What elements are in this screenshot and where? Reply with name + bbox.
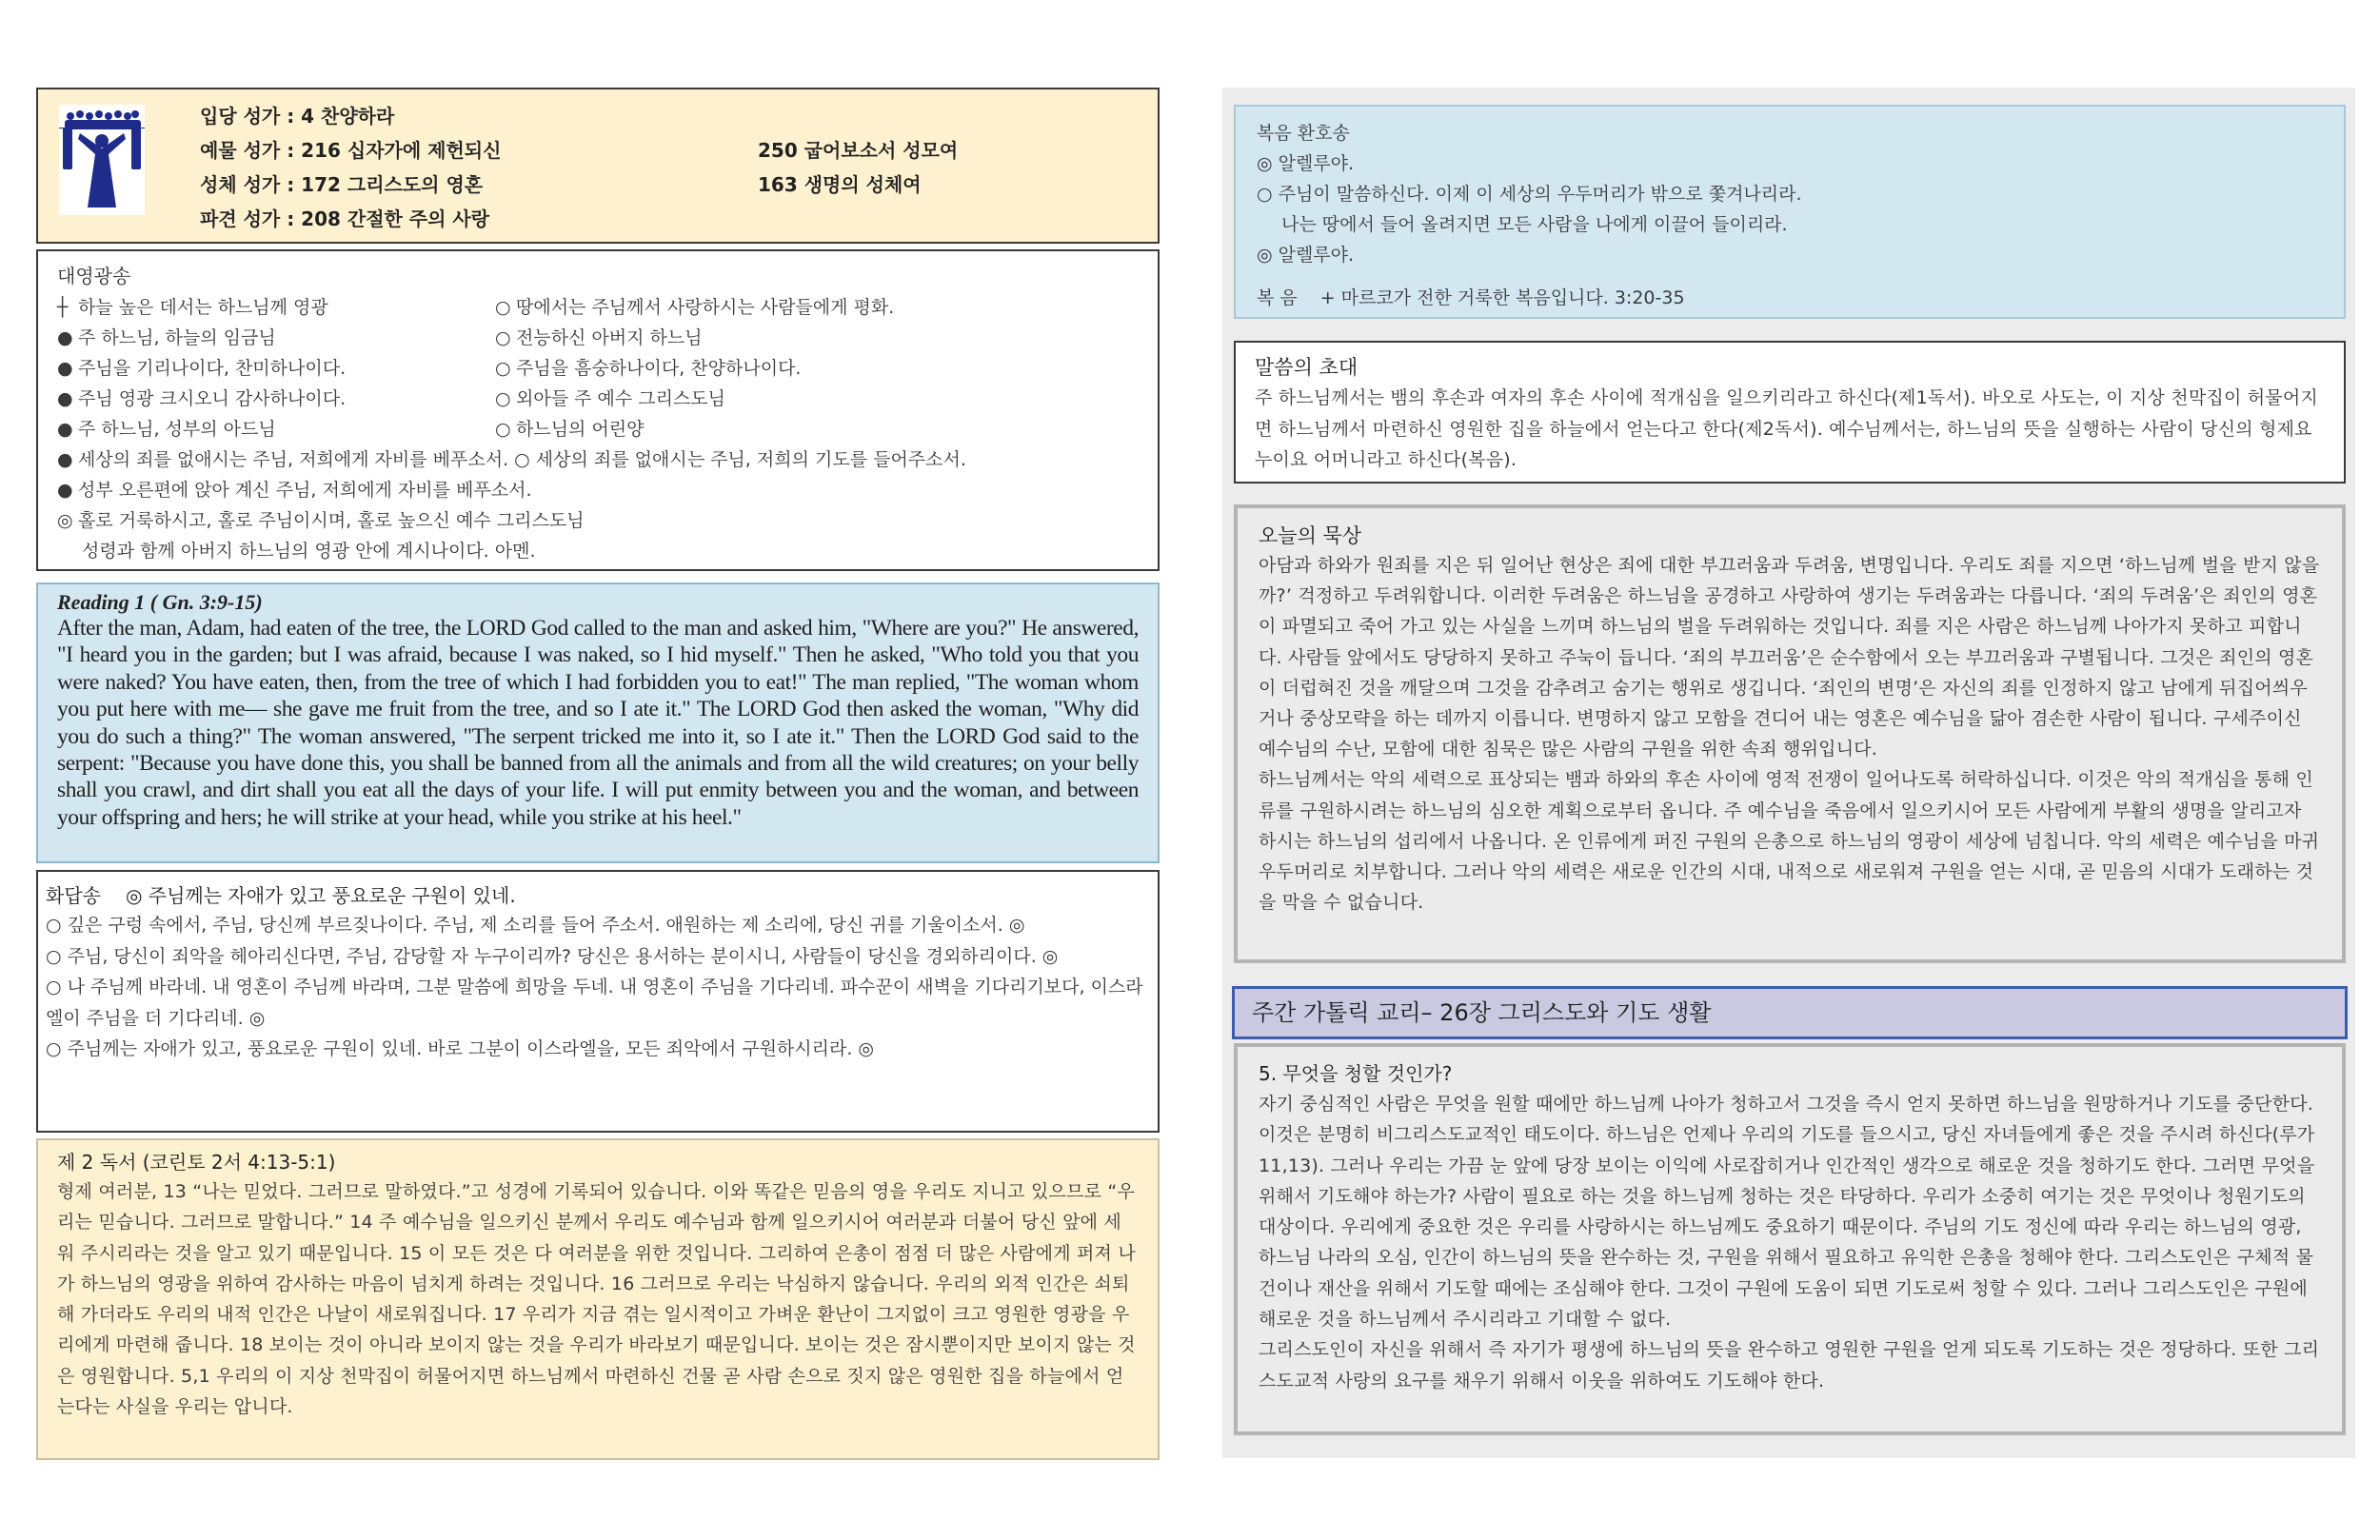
- gloria-row: [57, 444, 1139, 475]
- psalm-verse: ○ 주님께는 자애가 있고, 풍요로운 구원이 있네. 바로 그분이 이스라엘을, 모든 죄악에서 구원하시리라. ◎: [46, 1038, 874, 1059]
- gloria-line: 주 하느님, 하늘의 임금님: [78, 327, 276, 348]
- gloria-line: 세상의 죄를 없애시는 주님, 저희에게 자비를 베푸소서.: [78, 449, 509, 470]
- gloria-line: 땅에서는 주님께서 사랑하시는 사람들에게 평화.: [516, 297, 895, 318]
- gloria-line: 성령과 함께 아버지 하느님의 영광 안에 계시나이다. 아멘.: [82, 541, 536, 562]
- invitation-text: 주 하느님께서는 뱀의 후손과 여자의 후손 사이에 적개심을 일으키리라고 하신다(제1독서). 바오로 사도는, 이 지상 천막집이 허물어지면 하느님께서 마련하신 영원한 집을 하늘에서 얻는다고 한다(제2독서). 예수님께서는, 하느님의 뜻을 실행하는 사람이 당신의 형제요 누이요 어머니라고 하신다(복음).: [1255, 387, 2318, 470]
- first-reading-panel: [36, 582, 1160, 863]
- gloria-row: [57, 323, 1139, 353]
- gloria-row: [57, 384, 1139, 414]
- gloria-line: 주님 영광 크시오니 감사하나이다.: [78, 388, 347, 409]
- qa-paragraph: 그리스도인이 자신을 위해서 즉 자기가 평생에 하느님의 뜻을 완수하고 영원한 구원을 얻게 되도록 기도하는 것은 정당하다. 또한 그리스도교적 사랑의 요구를 채우기 위해서 이웃을 위하여도 기도해야 한다.: [1259, 1339, 2320, 1392]
- gloria-line: 외아들 주 예수 그리스도님: [516, 388, 726, 409]
- first-reading-title: Reading 1 ( Gn. 3:9-15): [57, 590, 263, 614]
- second-reading-panel: [36, 1138, 1160, 1460]
- acclamation-line: 나는 땅에서 들어 올려지면 모든 사람을 나에게 이끌어 들이리라.: [1281, 214, 1788, 235]
- gospel-acclamation-panel: [1234, 105, 2346, 319]
- acclamation-line: ○ 주님이 말씀하신다. 이제 이 세상의 우두머리가 밖으로 쫓겨나리라.: [1257, 184, 1802, 205]
- white-circle-icon: ○: [495, 388, 511, 409]
- white-circle-icon: ○: [495, 358, 511, 379]
- white-circle-icon: ○: [495, 419, 511, 440]
- gloria-line: 세상의 죄를 없애시는 주님, 저희의 기도를 들어주소서.: [535, 449, 966, 470]
- psalm-panel: [36, 870, 1160, 1133]
- psalm-verse: ○ 나 주님께 바라네. 내 영혼이 주님께 바라며, 그분 말씀에 희망을 두네. 내 영혼이 주님을 기다리네. 파수꾼이 새벽을 기다리기보다, 이스라엘이 주님을 더 기다리네. ◎: [46, 977, 1143, 1029]
- choir-logo-icon: [59, 105, 145, 215]
- dismissal-hymn: 파견 성가 : 208 간절한 주의 사랑: [200, 207, 490, 230]
- psalm-verse: ○ 깊은 구렁 속에서, 주님, 당신께 부르짖나이다. 주님, 제 소리를 들어 주소서. 애원하는 제 소리에, 당신 귀를 기울이소서. ◎: [46, 915, 1025, 936]
- offertory-hymn-alt: 250 굽어보소서 성모여: [758, 139, 959, 162]
- gloria-line: 하늘 높은 데서는 하느님께 영광: [78, 297, 328, 318]
- black-circle-icon: ●: [57, 358, 73, 379]
- gospel-label: 복음: [1257, 287, 1303, 308]
- gospel-reference: [1257, 284, 2323, 309]
- catechism-title: 주간 가톨릭 교리– 26장 그리스도와 기도 생활: [1252, 999, 1712, 1026]
- catechism-banner: [1232, 986, 2348, 1039]
- black-circle-icon: ●: [57, 327, 73, 348]
- gloria-line: 주님을 흠숭하나이다, 찬양하나이다.: [516, 358, 802, 379]
- qa-paragraph: 자기 중심적인 사람은 무엇을 원할 때에만 하느님께 나아가 청하고서 그것을 즉시 얻지 못하면 하느님을 원망하거나 기도를 중단한다. 이것은 분명히 비그리스도교적인 태도이다. 하느님은 언제나 우리의 기도를 들으시고, 당신 자녀들에게 좋은 것을 주시려 하신다(루가 11,13). 그러나 우리는 가끔 눈 앞에 당장 보이는 이익에 사로잡히거나 인간적인 생각으로 해로운 것을 청하기도 한다. 그러면 무엇을 위해서 기도해야 하는가? 사람이 필요로 하는 것을 하느님께 청하는 것은 타당하다. 우리가 소중히 여기는 것은 무엇이나 청원기도의 대상이다. 우리에게 중요한 것은 우리를 사랑하시는 하느님께도 중요하기 때문이다. 주님의 기도 정신에 따라 우리는 하느님의 영광, 하느님 나라의 오심, 인간이 하느님의 뜻을 완수하는 것, 구원을 위해서 필요하고 유익한 은총을 청해야 한다. 그리스도인은 구체적 물건이나 재산을 위해서 기도할 때에는 조심해야 한다. 그것이 구원에 도움이 되면 기도로써 청할 수 있다. 그러나 그리스도인은 구원에 해로운 것을 하느님께서 주시리라고 기대할 수 없다.: [1259, 1094, 2315, 1331]
- entrance-hymn: 입당 성가 : 4 찬양하라: [200, 105, 395, 128]
- white-circle-icon: ○: [514, 449, 530, 470]
- gloria-row: [57, 353, 1139, 384]
- gloria-line: 홀로 거룩하시고, 홀로 주님이시며, 홀로 높으신 예수 그리스도님: [78, 510, 585, 531]
- black-circle-icon: ●: [57, 480, 73, 501]
- acclamation-line: ◎ 알렐루야.: [1257, 245, 1355, 266]
- gloria-line: 주님을 기리나이다, 찬미하나이다.: [78, 358, 347, 379]
- invitation-title: 말씀의 초대: [1255, 356, 1359, 379]
- double-circle-icon: ◎: [57, 510, 73, 531]
- gloria-row: [57, 505, 1139, 536]
- psalm-response: ◎ 주님께는 자애가 있고 풍요로운 구원이 있네.: [125, 884, 516, 907]
- meditation-title: 오늘의 묵상: [1259, 524, 1362, 547]
- gloria-row: [57, 292, 1139, 323]
- acclamation-line: ◎ 알렐루야.: [1257, 153, 1355, 174]
- gloria-panel: [36, 249, 1160, 571]
- gloria-line: 주 하느님, 성부의 아드님: [78, 419, 276, 440]
- meditation-paragraph: 하느님께서는 악의 세력으로 표상되는 뱀과 하와의 후손 사이에 영적 전쟁이 일어나도록 허락하십니다. 이것은 악의 적개심을 통해 인류를 구원하시려는 하느님의 심오한 계획으로부터 옵니다. 주 예수님을 죽음에서 일으키시어 모든 사람에게 부활의 생명을 알리고자 하시는 하느님의 섭리에서 나옵니다. 온 인류에게 퍼진 구원의 은총으로 하느님의 영광이 세상에 넘칩니다. 악의 세력은 예수님을 마귀 우두머리로 치부합니다. 그러나 악의 세력은 새로운 인간의 시대, 내적으로 새로워져 구원을 얻는 시대, 곧 믿음의 시대가 도래하는 것을 막을 수 없습니다.: [1259, 769, 2320, 914]
- gloria-row: [57, 536, 1139, 566]
- meditation-paragraph: 아담과 하와가 원죄를 지은 뒤 일어난 현상은 죄에 대한 부끄러움과 두려움, 변명입니다. 우리도 죄를 지으면 ‘하느님께 벌을 받지 않을까?’ 걱정하고 두려워합니다. 이러한 두려움은 하느님을 공경하고 사랑하여 생기는 두려움과는 다릅니다. ‘죄의 두려움’은 죄인의 영혼이 파멸되고 죽어 가고 있는 사실을 느끼며 하느님의 벌을 두려워하는 것입니다. 죄를 지은 사람은 하느님께 나아가지 못하고 피합니다. 사람들 앞에서도 당당하지 못하고 주눅이 듭니다. ‘죄의 부끄러움’은 순수함에서 오는 부끄러움과 구별됩니다. 그것은 죄인의 영혼이 더럽혀진 것을 깨달으며 그것을 감추려고 숨기는 행위로 생깁니다. ‘죄인의 변명’은 자신의 죄를 인정하지 않고 남에게 뒤집어씌우거나 중상모략을 하는 데까지 이릅니다. 변명하지 않고 모함을 견디어 내는 영혼은 예수님을 닮아 겸손한 사람이 됩니다. 구세주이신 예수님의 수난, 모함에 대한 침묵은 많은 사람의 구원을 위한 속죄 행위입니다.: [1259, 555, 2320, 760]
- white-circle-icon: ○: [495, 327, 511, 348]
- invitation-panel: [1234, 341, 2346, 484]
- gloria-line: 하느님의 어린양: [516, 419, 645, 440]
- psalm-verse: ○ 주님, 당신이 죄악을 헤아리신다면, 주님, 감당할 자 누구이리까? 당신은 용서하는 분이시니, 사람들이 당신을 경외하리이다. ◎: [46, 945, 1059, 967]
- white-circle-icon: ○: [495, 297, 511, 318]
- catechism-qa-panel: [1234, 1043, 2346, 1435]
- qa-title: 5. 무엇을 청할 것인가?: [1259, 1062, 1453, 1085]
- gloria-title: 대영광송: [57, 265, 131, 287]
- black-circle-icon: ●: [57, 449, 73, 470]
- offertory-hymn: 예물 성가 : 216 십자가에 제헌되신: [200, 139, 502, 162]
- cross-icon: ┼: [57, 297, 69, 318]
- black-circle-icon: ●: [57, 388, 73, 409]
- communion-hymn: 성체 성가 : 172 그리스도의 영혼: [200, 173, 484, 196]
- meditation-panel: [1234, 504, 2346, 963]
- black-circle-icon: ●: [57, 419, 73, 440]
- gospel-ref-text: + 마르코가 전한 거룩한 복음입니다. 3:20-35: [1319, 287, 1685, 308]
- first-reading-text: After the man, Adam, had eaten of the tree, the LORD God called to the man and asked him, "Where are you?" He answered, "I heard you in the garden; but I was afraid, because I was naked, so I hid myself." Then he asked, "Who told you that you were naked? You have eaten, then, from the tree of which I had forbidden you to eat!" The man replied, "The woman whom you put here with me— she gave me fruit from the tree, and so I ate it." The LORD God then asked the woman, "Why did you do such a thing?" The woman answered, "The serpent tricked me into it, so I ate it." Then the LORD God said to the serpent: "Because you have done this, you shall be banned from all the animals and from all the wild creatures; on your belly shall you crawl, and dirt shall you eat all the days of your life. I will put enmity between you and the woman, and between your offspring and hers; he will strike at your head, while you strike at his heel.": [57, 616, 1139, 830]
- gloria-line: 성부 오른편에 앉아 계신 주님, 저희에게 자비를 베푸소서.: [78, 480, 532, 501]
- gloria-row: [57, 414, 1139, 444]
- second-reading-title: 제 2 독서 (코린토 2서 4:13-5:1): [57, 1151, 336, 1174]
- gloria-row: [57, 475, 1139, 505]
- second-reading-text: 형제 여러분, 13 “나는 믿었다. 그러므로 말하였다.”고 성경에 기록되어 있습니다. 이와 똑같은 믿음의 영을 우리도 지니고 있으므로 “우리는 믿습니다. 그러므로 말합니다.” 14 주 예수님을 일으키신 분께서 우리도 예수님과 함께 일으키시어 여러분과 더불어 당신 앞에 세워 주시리라는 것을 알고 있기 때문입니다. 15 이 모든 것은 다 여러분을 위한 것입니다. 그리하여 은총이 점점 더 많은 사람에게 퍼져 나가 하느님의 영광을 위하여 감사하는 마음이 넘치게 하려는 것입니다. 16 그러므로 우리는 낙심하지 않습니다. 우리의 외적 인간은 쇠퇴해 가더라도 우리의 내적 인간은 나날이 새로워집니다. 17 우리가 지금 겪는 일시적이고 가벼운 환난이 그지없이 크고 영원한 영광을 우리에게 마련해 줍니다. 18 보이는 것이 아니라 보이지 않는 것을 우리가 바라보기 때문입니다. 보이는 것은 잠시뿐이지만 보이지 않는 것은 영원합니다. 5,1 우리의 이 지상 천막집이 허물어지면 하느님께서 마련하신 건물 곧 사람 손으로 짓지 않은 영원한 집을 하늘에서 얻는다는 사실을 우리는 압니다.: [57, 1181, 1136, 1418]
- psalm-header: [46, 881, 1150, 910]
- gloria-line: 전능하신 아버지 하느님: [516, 327, 703, 348]
- hymns-panel: [36, 88, 1160, 244]
- psalm-title: 화답송: [46, 884, 101, 907]
- communion-hymn-alt: 163 생명의 성체여: [758, 173, 922, 196]
- acclamation-title: 복음 환호송: [1257, 123, 1350, 144]
